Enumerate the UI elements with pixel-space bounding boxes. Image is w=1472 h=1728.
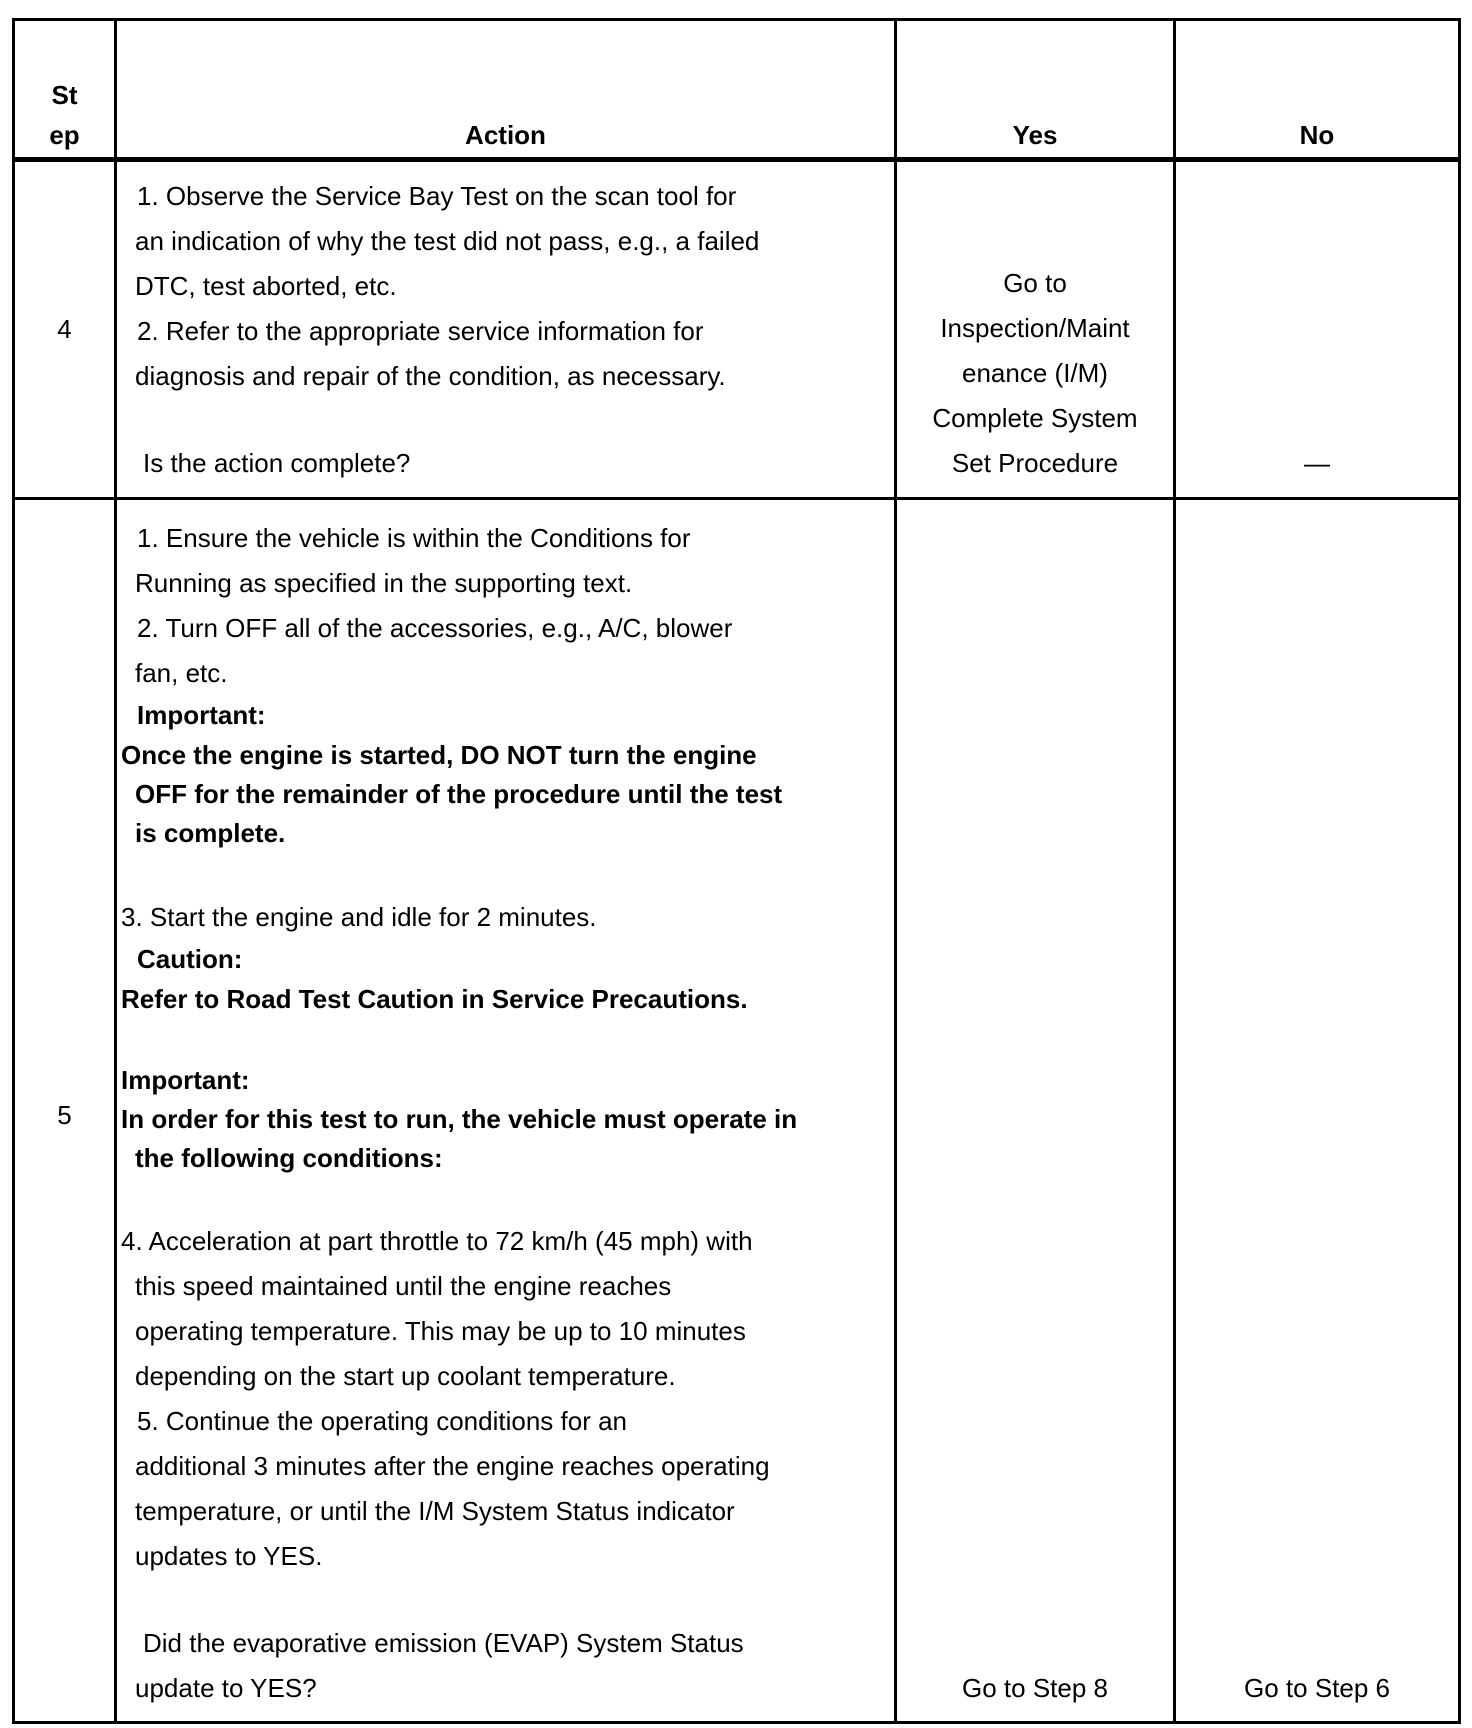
row5-action-question: update to YES? [135,1673,317,1703]
row5-important-text: Once the engine is started, DO NOT turn the engine [121,740,757,770]
row5-action-question: Did the evaporative emission (EVAP) System Status [143,1628,744,1658]
row5-important-text: the following conditions: [135,1143,443,1173]
row-separator [12,497,1461,500]
row5-action-line: 2. Turn OFF all of the accessories, e.g., A/C, blower [137,613,733,643]
row5-action-line: 5. Continue the operating conditions for an [137,1406,628,1436]
row5-caution-text: Refer to Road Test Caution in Service Precautions. [121,984,748,1014]
row5-action-line: updates to YES. [135,1541,323,1571]
row5-important-text: In order for this test to run, the vehicle must operate in [121,1104,798,1134]
row5-action-line: additional 3 minutes after the engine reaches operating [135,1451,770,1481]
row5-important-heading: Important: [137,700,266,730]
row5-action-line: temperature, or until the I/M System Status indicator [135,1496,735,1526]
table-border-bottom [12,1721,1461,1724]
row4-action-line: 1. Observe the Service Bay Test on the scan tool for [137,181,737,211]
header-step-line2: ep [49,120,80,150]
column-divider-step [114,18,117,1724]
row5-yes-value: Go to Step 8 [962,1673,1108,1703]
row4-action-line: DTC, test aborted, etc. [135,271,397,301]
row5-action-line: depending on the start up coolant temperature. [135,1361,676,1391]
row5-action-line: 1. Ensure the vehicle is within the Conditions for [137,523,691,553]
row5-action-line: 4. Acceleration at part throttle to 72 km/h (45 mph) with [121,1226,753,1256]
row5-action-line: 3. Start the engine and idle for 2 minutes. [121,902,597,932]
row5-important-heading: Important: [121,1065,250,1095]
row4-step-number: 4 [57,314,72,344]
row4-no-value: — [1304,448,1330,478]
row5-caution-heading: Caution: [137,944,243,974]
row4-yes-line: Go to [1003,268,1067,298]
row4-yes-line: Complete System [932,403,1138,433]
row5-action-line: fan, etc. [135,658,228,688]
row4-yes-line: Set Procedure [951,448,1119,478]
row5-important-text: is complete. [135,818,286,848]
table-border-top [12,18,1461,21]
table-border-right [1458,18,1461,1724]
row5-step-number: 5 [57,1100,72,1130]
table-border-left [12,18,15,1724]
row5-action-line: operating temperature. This may be up to 10 minutes [135,1316,746,1346]
column-divider-yes [1173,18,1176,1724]
header-no: No [1299,120,1335,150]
row4-action-question: Is the action complete? [143,448,411,478]
row5-important-text: OFF for the remainder of the procedure until the test [135,779,783,809]
row5-action-line: Running as specified in the supporting text. [135,568,633,598]
row4-yes-line: Inspection/Maint [940,313,1130,343]
row4-yes-line: enance (I/M) [962,358,1108,388]
header-action: Action [465,120,546,150]
row4-action-line: diagnosis and repair of the condition, as necessary. [135,361,726,391]
row4-action-line: 2. Refer to the appropriate service information for [137,316,704,346]
header-yes: Yes [1012,120,1058,150]
header-step-line1: St [51,80,78,110]
row5-action-line: this speed maintained until the engine reaches [135,1271,672,1301]
row5-no-value: Go to Step 6 [1244,1673,1390,1703]
row4-action-line: an indication of why the test did not pass, e.g., a failed [135,226,760,256]
header-separator [12,157,1461,162]
